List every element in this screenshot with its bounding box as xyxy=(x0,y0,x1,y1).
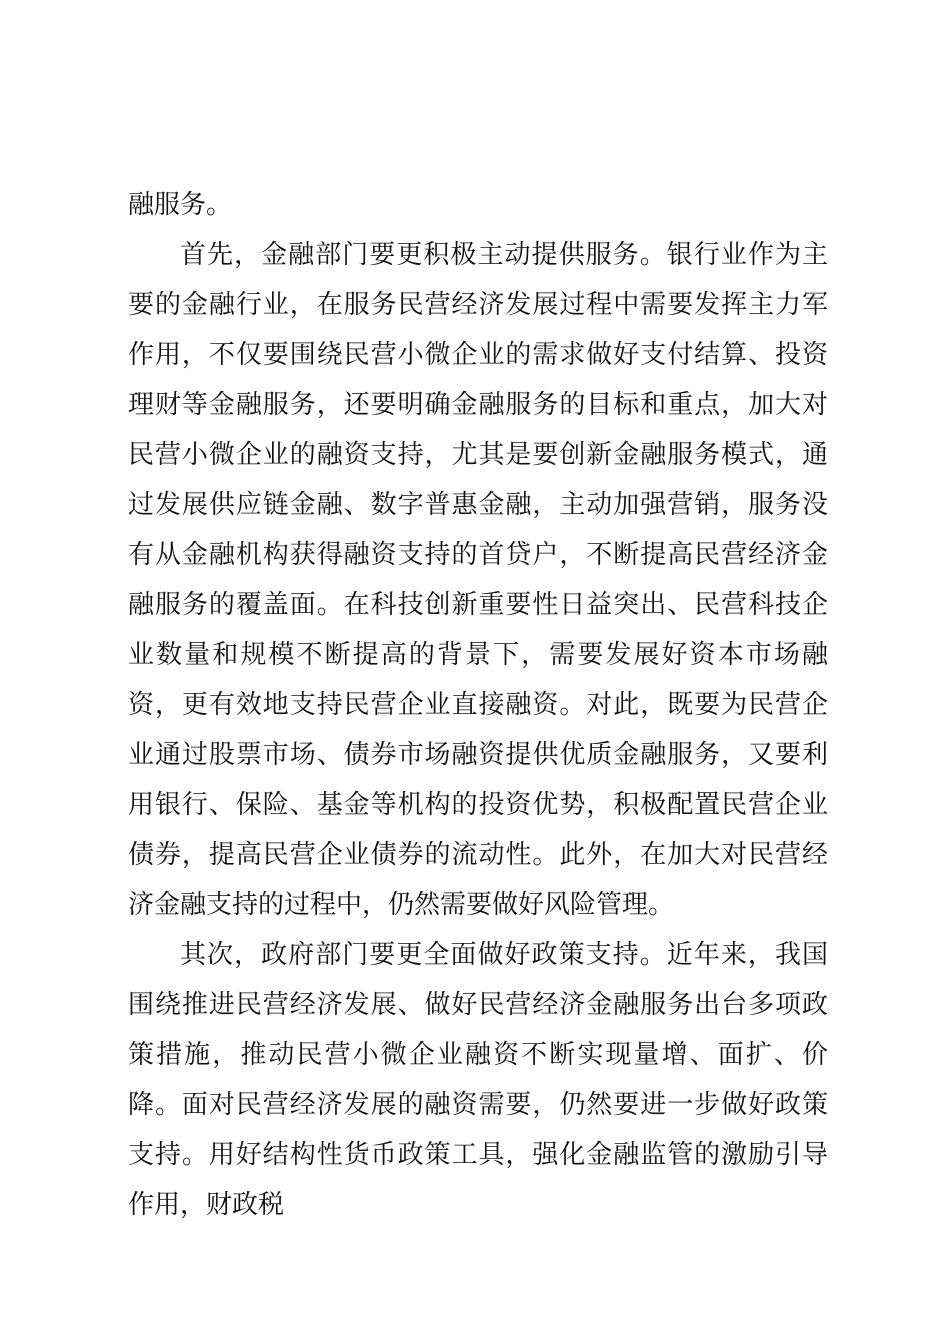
paragraph-first: 首先，金融部门要更积极主动提供服务。银行业作为主要的金融行业，在服务民营经济发展过程中需要发挥主力军作用，不仅要围绕民营小微企业的需求做好支付结算、投资理财等金融服务，还要明确金融服务的目标和重点，加大对民营小微企业的融资支持，尤其是要创新金融服务模式，通过发展供应链金融、数字普惠金融，主动加强营销，服务没有从金融机构获得融资支持的首贷户，不断提高民营经济金融服务的覆盖面。在科技创新重要性日益突出、民营科技企业数量和规模不断提高的背景下，需要发展好资本市场融资，更有效地支持民营企业直接融资。对此，既要为民营企业通过股票市场、债券市场融资提供优质金融服务，又要利用银行、保险、基金等机构的投资优势，积极配置民营企业债券，提高民营企业债券的流动性。此外，在加大对民营经济金融支持的过程中，仍然需要做好风险管理。 xyxy=(128,240,828,920)
document-body xyxy=(128,180,828,1230)
paragraph-second: 其次，政府部门要更全面做好政策支持。近年来，我国围绕推进民营经济发展、做好民营经济金融服务出台多项政策措施，推动民营小微企业融资不断实现量增、面扩、价降。面对民营经济发展的融资需要，仍然要进一步做好政策支持。用好结构性货币政策工具，强化金融监管的激励引导作用，财政税 xyxy=(128,940,828,1220)
paragraph-continuation: 融服务。 xyxy=(128,190,233,220)
